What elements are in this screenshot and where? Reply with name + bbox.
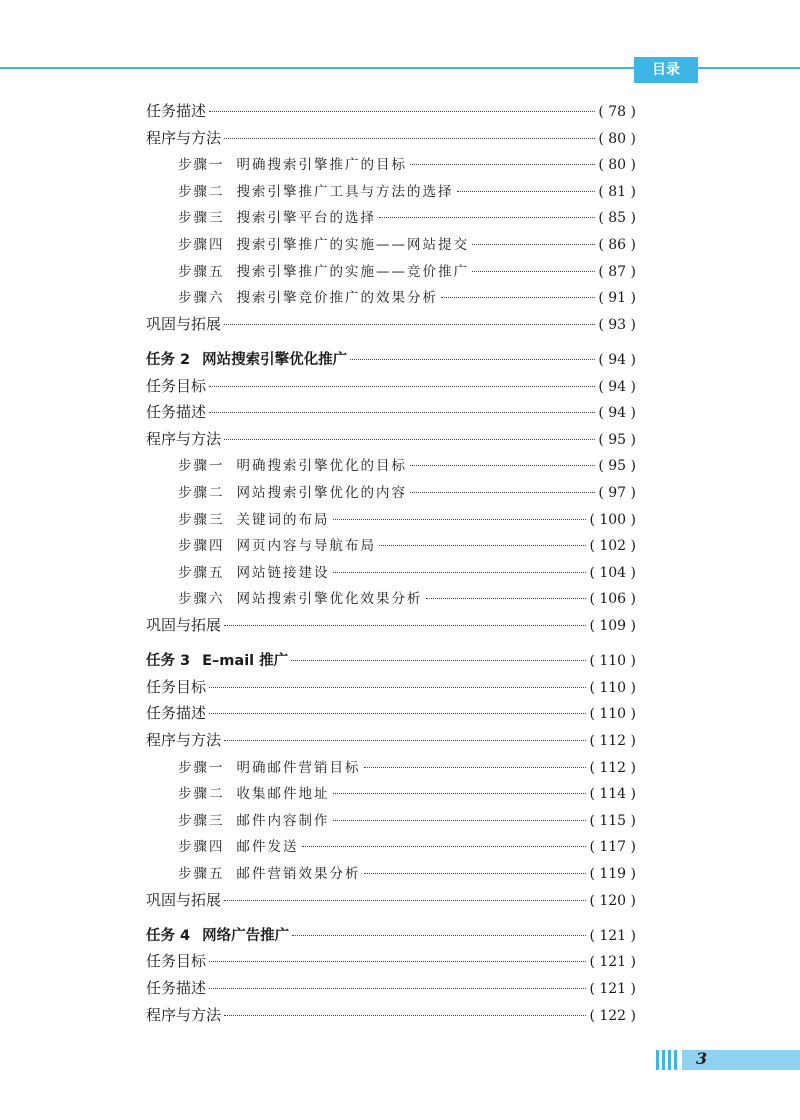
dot-leader bbox=[441, 297, 595, 298]
toc-entry-label bbox=[178, 260, 469, 280]
toc-page-number: ( 94 ) bbox=[598, 405, 636, 422]
toc-entry-label bbox=[146, 401, 206, 422]
step-number: 步骤六 bbox=[178, 591, 225, 608]
toc-entry-label bbox=[178, 756, 361, 776]
dot-leader bbox=[224, 1015, 586, 1016]
step-number: 步骤五 bbox=[178, 564, 225, 581]
step-number: 步骤三 bbox=[178, 210, 225, 227]
toc-entry-title: 网络广告推广 bbox=[202, 927, 290, 944]
toc-entry[interactable] bbox=[146, 889, 636, 916]
toc-page-number: ( 122 ) bbox=[589, 1007, 636, 1024]
toc-entry-label bbox=[178, 862, 361, 882]
toc-entry[interactable] bbox=[146, 348, 636, 375]
toc-entry[interactable] bbox=[146, 375, 636, 402]
table-of-contents bbox=[146, 100, 636, 1030]
task-number: 任务 3 bbox=[146, 653, 191, 670]
toc-page-number: ( 120 ) bbox=[589, 892, 636, 909]
toc-entry-title: 明确搜索引擎优化的目标 bbox=[236, 458, 407, 475]
section-title: 程序与方法 bbox=[146, 1005, 222, 1024]
dot-leader bbox=[209, 111, 595, 112]
footer-stripe bbox=[674, 1050, 677, 1070]
toc-entry[interactable] bbox=[146, 180, 636, 207]
dot-leader bbox=[364, 767, 587, 768]
toc-entry[interactable] bbox=[146, 756, 636, 783]
task-number: 任务 2 bbox=[146, 352, 191, 369]
section-title: 巩固与拓展 bbox=[146, 615, 222, 634]
toc-entry-label bbox=[146, 702, 206, 723]
dot-leader bbox=[410, 465, 595, 466]
section-title: 巩固与拓展 bbox=[146, 314, 222, 333]
toc-page-number: ( 102 ) bbox=[589, 538, 636, 555]
toc-entry[interactable] bbox=[146, 401, 636, 428]
toc-page-number: ( 104 ) bbox=[589, 564, 636, 581]
toc-page-number: ( 95 ) bbox=[598, 431, 636, 448]
dot-leader bbox=[224, 740, 586, 741]
toc-page-number: ( 86 ) bbox=[598, 236, 636, 253]
dot-leader bbox=[333, 820, 587, 821]
dot-leader bbox=[350, 359, 595, 360]
toc-entry-label bbox=[146, 614, 221, 635]
toc-page-number: ( 81 ) bbox=[598, 183, 636, 200]
section-title: 任务目标 bbox=[146, 376, 207, 395]
step-number: 步骤一 bbox=[178, 458, 225, 475]
toc-entry[interactable] bbox=[146, 286, 636, 313]
toc-entry-label bbox=[146, 428, 221, 449]
footer-stripe bbox=[662, 1050, 665, 1070]
toc-entry[interactable] bbox=[146, 428, 636, 455]
toc-entry[interactable] bbox=[146, 950, 636, 977]
toc-entry-title: 搜索引擎平台的选择 bbox=[236, 210, 376, 227]
toc-page-number: ( 93 ) bbox=[598, 316, 636, 333]
toc-page-number: ( 110 ) bbox=[589, 653, 636, 670]
step-number: 步骤四 bbox=[178, 839, 225, 856]
toc-entry-label bbox=[146, 375, 206, 396]
dot-leader bbox=[209, 961, 586, 962]
toc-page-number: ( 110 ) bbox=[589, 679, 636, 696]
dot-leader bbox=[410, 164, 595, 165]
toc-entry-title: 搜索引擎推广的实施——网站提交 bbox=[236, 236, 469, 253]
toc-entry-label bbox=[146, 649, 288, 670]
dot-leader bbox=[457, 191, 596, 192]
toc-entry-label bbox=[178, 206, 376, 226]
toc-page-number: ( 80 ) bbox=[598, 157, 636, 174]
toc-entry-label bbox=[178, 561, 330, 581]
section-title: 任务目标 bbox=[146, 952, 207, 971]
toc-entry-label bbox=[178, 454, 407, 474]
toc-entry[interactable] bbox=[146, 1004, 636, 1031]
toc-entry-title: 明确邮件营销目标 bbox=[236, 759, 361, 776]
toc-entry-label bbox=[146, 729, 221, 750]
dot-leader bbox=[291, 660, 586, 661]
toc-entry-label bbox=[178, 835, 299, 855]
toc-page-number: ( 110 ) bbox=[589, 706, 636, 723]
toc-entry-label bbox=[146, 924, 289, 945]
toc-entry-title: 邮件内容制作 bbox=[236, 812, 330, 829]
toc-entry[interactable] bbox=[146, 977, 636, 1004]
dot-leader bbox=[333, 519, 587, 520]
toc-entry[interactable] bbox=[146, 100, 636, 127]
dot-leader bbox=[292, 935, 586, 936]
toc-entry[interactable] bbox=[146, 676, 636, 703]
dot-leader bbox=[333, 793, 587, 794]
step-number: 步骤二 bbox=[178, 183, 225, 200]
toc-entry-label bbox=[146, 348, 347, 369]
toc-page-number: ( 106 ) bbox=[589, 591, 636, 608]
toc-entry-label bbox=[178, 286, 438, 306]
toc-entry[interactable] bbox=[146, 534, 636, 561]
toc-entry-label bbox=[146, 100, 206, 121]
toc-entry[interactable] bbox=[146, 809, 636, 836]
dot-leader bbox=[224, 324, 595, 325]
section-title: 任务描述 bbox=[146, 403, 207, 422]
step-number: 步骤一 bbox=[178, 759, 225, 776]
toc-entry-label bbox=[146, 950, 206, 971]
dot-leader bbox=[224, 625, 586, 626]
toc-page-number: ( 85 ) bbox=[598, 210, 636, 227]
toc-page-number: ( 91 ) bbox=[598, 290, 636, 307]
toc-page-number: ( 121 ) bbox=[589, 927, 636, 944]
toc-entry[interactable] bbox=[146, 313, 636, 340]
dot-leader bbox=[209, 412, 595, 413]
toc-entry[interactable] bbox=[146, 508, 636, 535]
toc-page-number: ( 87 ) bbox=[598, 263, 636, 280]
toc-page-number: ( 95 ) bbox=[598, 458, 636, 475]
dot-leader bbox=[472, 271, 595, 272]
section-tab: 目录 bbox=[634, 57, 698, 83]
toc-entry[interactable] bbox=[146, 702, 636, 729]
dot-leader bbox=[209, 988, 586, 989]
toc-entry-label bbox=[146, 977, 206, 998]
dot-leader bbox=[472, 244, 595, 245]
toc-entry-title: 邮件发送 bbox=[236, 839, 299, 856]
dot-leader bbox=[209, 386, 595, 387]
toc-page-number: ( 97 ) bbox=[598, 485, 636, 501]
toc-page-number: ( 94 ) bbox=[598, 352, 636, 369]
dot-leader bbox=[302, 846, 587, 847]
toc-entry[interactable] bbox=[146, 454, 636, 481]
task-number: 任务 4 bbox=[146, 927, 191, 944]
toc-entry-title: 搜索引擎推广工具与方法的选择 bbox=[236, 183, 454, 200]
toc-entry[interactable] bbox=[146, 614, 636, 641]
toc-page-number: ( 121 ) bbox=[589, 981, 636, 998]
toc-page-number: ( 109 ) bbox=[589, 617, 636, 634]
dot-leader bbox=[379, 545, 586, 546]
section-title: 程序与方法 bbox=[146, 128, 222, 147]
toc-page-number: ( 80 ) bbox=[598, 130, 636, 147]
footer-stripe bbox=[656, 1050, 659, 1070]
toc-entry[interactable] bbox=[146, 127, 636, 154]
toc-entry-label bbox=[178, 233, 469, 253]
toc-entry-title: 网站搜索引擎优化效果分析 bbox=[236, 591, 423, 608]
step-number: 步骤四 bbox=[178, 236, 225, 253]
toc-page-number: ( 114 ) bbox=[589, 786, 636, 803]
toc-entry-title: 邮件营销效果分析 bbox=[236, 866, 361, 882]
toc-page-number: ( 78 ) bbox=[598, 104, 636, 120]
toc-entry-label bbox=[146, 1004, 221, 1025]
toc-entry[interactable] bbox=[146, 782, 636, 809]
toc-entry[interactable] bbox=[146, 206, 636, 233]
toc-entry-label bbox=[146, 313, 221, 334]
toc-entry-title: 搜索引擎竞价推广的效果分析 bbox=[236, 290, 438, 307]
toc-entry[interactable] bbox=[146, 862, 636, 889]
toc-entry-title: 网站链接建设 bbox=[236, 564, 330, 581]
step-number: 步骤五 bbox=[178, 263, 225, 280]
toc-entry-label bbox=[178, 782, 330, 802]
step-number: 步骤四 bbox=[178, 538, 225, 555]
toc-page-number: ( 94 ) bbox=[598, 378, 636, 395]
step-number: 步骤二 bbox=[178, 485, 225, 501]
dot-leader bbox=[209, 687, 586, 688]
toc-page-number: ( 100 ) bbox=[589, 511, 636, 528]
toc-entry[interactable] bbox=[146, 153, 636, 180]
toc-entry-title: 网页内容与导航布局 bbox=[236, 538, 376, 555]
toc-entry[interactable] bbox=[146, 561, 636, 588]
toc-page-number: ( 121 ) bbox=[589, 954, 636, 971]
toc-entry-label bbox=[178, 180, 454, 200]
toc-entry-label bbox=[178, 809, 330, 829]
dot-leader bbox=[224, 439, 595, 440]
toc-entry-title: 关键词的布局 bbox=[236, 511, 330, 528]
step-number: 步骤三 bbox=[178, 812, 225, 829]
dot-leader bbox=[426, 598, 587, 599]
toc-entry-label bbox=[178, 481, 407, 501]
toc-entry[interactable] bbox=[146, 649, 636, 676]
toc-entry-title: 网站搜索引擎优化的内容 bbox=[236, 485, 407, 501]
step-number: 步骤六 bbox=[178, 290, 225, 307]
toc-entry-title: 收集邮件地址 bbox=[236, 786, 330, 803]
step-number: 步骤二 bbox=[178, 786, 225, 803]
toc-entry-label bbox=[146, 889, 221, 910]
page-footer bbox=[656, 1050, 800, 1070]
toc-page-number: ( 119 ) bbox=[589, 866, 636, 882]
toc-entry-label bbox=[178, 153, 407, 173]
section-title: 任务描述 bbox=[146, 704, 207, 723]
toc-page-number: ( 112 ) bbox=[589, 733, 636, 750]
toc-entry[interactable] bbox=[146, 481, 636, 508]
toc-entry-label bbox=[178, 534, 376, 554]
toc-page-number: ( 117 ) bbox=[589, 839, 636, 856]
toc-page-number: ( 115 ) bbox=[589, 812, 636, 829]
toc-entry[interactable] bbox=[146, 260, 636, 287]
toc-entry[interactable] bbox=[146, 924, 636, 951]
section-title: 任务目标 bbox=[146, 677, 207, 696]
dot-leader bbox=[410, 492, 595, 493]
toc-entry-label bbox=[178, 508, 330, 528]
step-number: 步骤三 bbox=[178, 511, 225, 528]
toc-entry-label bbox=[146, 127, 221, 148]
section-title: 程序与方法 bbox=[146, 731, 222, 750]
page-number: 3 bbox=[696, 1049, 708, 1068]
step-number: 步骤一 bbox=[178, 157, 225, 174]
toc-page-number: ( 112 ) bbox=[589, 759, 636, 776]
dot-leader bbox=[224, 900, 586, 901]
dot-leader bbox=[333, 572, 587, 573]
step-number: 步骤五 bbox=[178, 866, 225, 882]
toc-entry[interactable] bbox=[146, 729, 636, 756]
section-title: 任务描述 bbox=[146, 102, 207, 120]
page-number-box bbox=[682, 1050, 800, 1070]
toc-entry-label bbox=[178, 587, 423, 607]
toc-entry-title: 网站搜索引擎优化推广 bbox=[202, 352, 348, 369]
toc-entry-title: 明确搜索引擎推广的目标 bbox=[236, 157, 407, 174]
toc-entry[interactable] bbox=[146, 587, 636, 614]
toc-entry-label bbox=[146, 676, 206, 697]
dot-leader bbox=[364, 873, 587, 874]
toc-entry-title: E–mail 推广 bbox=[202, 653, 289, 670]
toc-entry-title: 搜索引擎推广的实施——竞价推广 bbox=[236, 263, 469, 280]
section-title: 程序与方法 bbox=[146, 429, 222, 448]
dot-leader bbox=[379, 217, 595, 218]
footer-stripe bbox=[668, 1050, 671, 1070]
section-title: 任务描述 bbox=[146, 979, 207, 998]
toc-entry[interactable] bbox=[146, 233, 636, 260]
section-title: 巩固与拓展 bbox=[146, 890, 222, 909]
dot-leader bbox=[224, 138, 595, 139]
dot-leader bbox=[209, 713, 586, 714]
toc-entry[interactable] bbox=[146, 835, 636, 862]
